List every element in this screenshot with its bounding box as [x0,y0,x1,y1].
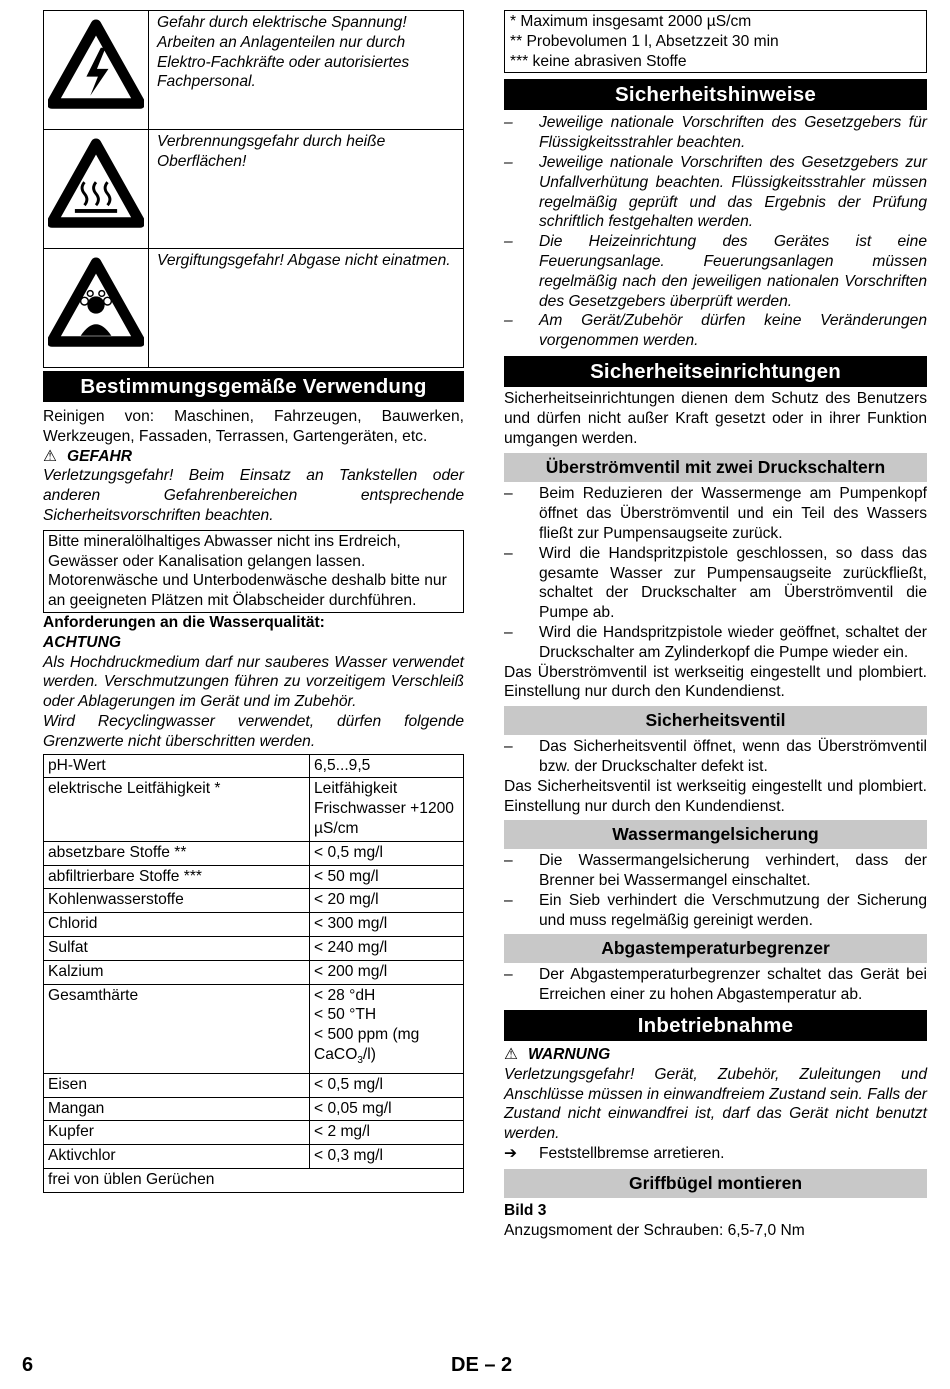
section-heading-startup: Inbetriebnahme [504,1010,927,1041]
recycling-text: Wird Recyclingwasser verwendet, dürfen folgende Grenzwerte nicht überschritten werden. [43,712,464,750]
intended-use-text: Reinigen von: Maschinen, Fahrzeugen, Bauwerken, Werkzeugen, Fassaden, Terrassen, Gartengeräten, etc. [43,408,464,445]
list-item: – Die Heizeinrichtung des Gerätes ist eine Feuerungsanlage. Feuerungsanlagen müssen regelmäßig nach den jeweiligen nationalen Vorschriften des Gesetzgebers überprüft werden. [504,232,927,311]
attention-label: ACHTUNG [43,633,121,651]
page-label: DE – 2 [451,1354,513,1376]
relief-text: Das Sicherheitsventil ist werkseitig eingestellt und plombiert. Einstellung nur durch den Kundendienst. [504,777,927,815]
section-heading-devices: Sicherheitseinrichtungen [504,356,927,387]
page-number: 6 [22,1354,34,1376]
table-row: frei von üblen Gerüchen [44,1169,464,1193]
safety-list [504,113,927,351]
toxic-fumes-icon [44,249,149,368]
relief-list [504,737,927,777]
overflow-text: Das Überströmventil ist werkseitig eingestellt und plombiert. Einstellung nur durch den Kundendienst. [504,663,927,701]
danger-label: ⚠ GEFAHR [43,447,132,465]
hot-surface-icon [44,130,149,249]
hazard-row [44,11,464,130]
section-heading-intended-use: Bestimmungsgemäße Verwendung [43,371,464,402]
figure-ref: Bild 3 [504,1201,547,1219]
torque-text: Anzugsmoment der Schrauben: 6,5-7,0 Nm [504,1221,805,1239]
hazard-text: Vergiftungsgefahr! Abgase nicht einatmen. [149,249,464,368]
attention-text: Als Hochdruckmedium darf nur sauberes Wasser verwendet werden. Verschmutzungen führen zu vorzeitigem Verschleiß oder Ablagerungen im Gerät und im Zubehör. [43,653,464,711]
list-item: – Wird die Handspritzpistole wieder geöffnet, schaltet der Druckschalter am Zylinderkopf die Pumpe wieder ein. [504,623,927,663]
table-row: Sulfat < 240 mg/l [44,936,464,960]
subheading-safety-valve: Sicherheitsventil [504,706,927,735]
table-row: elektrische Leitfähigkeit * Leitfähigkeit Frischwasser +1200 µS/cm [44,778,464,841]
footnote: *** keine abrasiven Stoffe [510,52,687,70]
footnote: * Maximum insgesamt 2000 µS/cm [510,13,752,30]
danger-text: Verletzungsgefahr! Beim Einsatz an Tankstellen oder anderen Gefahrenbereichen entsprechende Sicherheitsvorschriften beachten. [43,467,464,524]
step-item: ➔ Feststellbremse arretieren. [504,1145,725,1163]
list-item: – Die Wassermangelsicherung verhindert, dass der Brenner bei Wassermangel einschaltet. [504,851,927,891]
list-item: – Beim Reduzieren der Wassermenge am Pumpenkopf öffnet das Überströmventil und ein Teil des Wassers fließt zur Pumpensaugseite zurück. [504,484,927,543]
low-water-list [504,851,927,930]
list-item: – Der Abgastemperaturbegrenzer schaltet das Gerät bei Erreichen einer zu hohen Abgastemperatur ab. [504,965,927,1005]
warning-triangle-icon: ⚠ [504,1046,518,1064]
arrow-right-icon: ➔ [504,1145,518,1163]
list-item: – Wird die Handspritzpistole geschlossen, so dass das gesamte Wasser zur Pumpensaugseite zurückfließt, schaltet der Druckschalter am Überströmventil die Pumpe ab. [504,544,927,623]
oil-water-notice-box: Bitte mineralölhaltiges Abwasser nicht ins Erdreich, Gewässer oder Kanalisation gelangen lassen. Motorenwäsche und Unterbodenwäsche deshalb bitte nur an geeigneten Plätzen mit Ölabscheider durchführen. [43,530,464,613]
table-row: Gesamthärte < 28 °dH < 50 °TH < 500 ppm (mg CaCO$_3$/l) [44,984,464,1073]
list-item: – Das Sicherheitsventil öffnet, wenn das Überströmventil bzw. der Druckschalter defekt ist. [504,737,927,777]
table-row: Kohlenwasserstoffe < 20 mg/l [44,889,464,913]
table-row: Chlorid < 300 mg/l [44,913,464,937]
table-row: Kupfer < 2 mg/l [44,1121,464,1145]
list-item: – Am Gerät/Zubehör dürfen keine Veränderungen vorgenommen werden. [504,311,927,351]
right-column [504,10,927,1240]
left-column [43,10,464,1193]
hazard-text: Gefahr durch elektrische Spannung! Arbeiten an Anlagenteilen nur durch Elektro-Fachkräfte oder autorisiertes Fachpersonal. [149,11,464,130]
warning-triangle-icon: ⚠ [43,447,57,465]
list-item: – Jeweilige nationale Vorschriften des Gesetzgebers zur Unfallverhütung beachten. Flüssigkeitsstrahler müssen regelmäßig geprüft und das Ergebnis der Prüfung schriftlich festgehalten werden. [504,153,927,232]
subheading-exhaust-limiter: Abgastemperaturbegrenzer [504,934,927,963]
hazard-row [44,249,464,368]
subheading-handle: Griffbügel montieren [504,1169,927,1198]
hardness-values: < 28 °dH < 50 °TH < 500 ppm (mg CaCO$_3$/l) [310,984,464,1073]
subheading-low-water: Wassermangelsicherung [504,820,927,849]
section-heading-safety: Sicherheitshinweise [504,79,927,110]
water-quality-heading: Anforderungen an die Wasserqualität: [43,613,325,631]
list-item: – Ein Sieb verhindert die Verschmutzung der Sicherung und muss regelmäßig gereinigt werden. [504,891,927,931]
footnotes-box [504,10,927,73]
warning-label: ⚠ WARNUNG [504,1046,611,1064]
table-row: Mangan < 0,05 mg/l [44,1097,464,1121]
table-row: Eisen < 0,5 mg/l [44,1073,464,1097]
list-item: – Jeweilige nationale Vorschriften des Gesetzgebers für Flüssigkeitsstrahler beachten. [504,113,927,153]
warning-text: Verletzungsgefahr! Gerät, Zubehör, Zuleitungen und Anschlüsse müssen in einwandfreiem Zustand sein. Falls der Zustand nicht einwandfrei ist, darf das Gerät nicht benutzt werden. [504,1065,927,1143]
overflow-list [504,484,927,662]
footnote: ** Probevolumen 1 l, Absetzzeit 30 min [510,32,779,50]
table-row: Aktivchlor < 0,3 mg/l [44,1145,464,1169]
subheading-overflow-valve: Überströmventil mit zwei Druckschaltern [504,453,927,482]
electric-hazard-icon [44,11,149,130]
table-row: pH-Wert 6,5...9,5 [44,754,464,778]
hazard-text: Verbrennungsgefahr durch heiße Oberflächen! [149,130,464,249]
hazard-row [44,130,464,249]
devices-text: Sicherheitseinrichtungen dienen dem Schutz des Benutzers und dürfen nicht außer Kraft gesetzt oder in ihrer Funktion umgangen werden. [504,389,927,447]
table-row: Kalzium < 200 mg/l [44,960,464,984]
water-limits-table [43,754,464,1193]
exhaust-list [504,965,927,1005]
table-row: absetzbare Stoffe ** < 0,5 mg/l [44,841,464,865]
hazard-symbol-table [43,10,464,368]
table-row: abfiltrierbare Stoffe *** < 50 mg/l [44,865,464,889]
